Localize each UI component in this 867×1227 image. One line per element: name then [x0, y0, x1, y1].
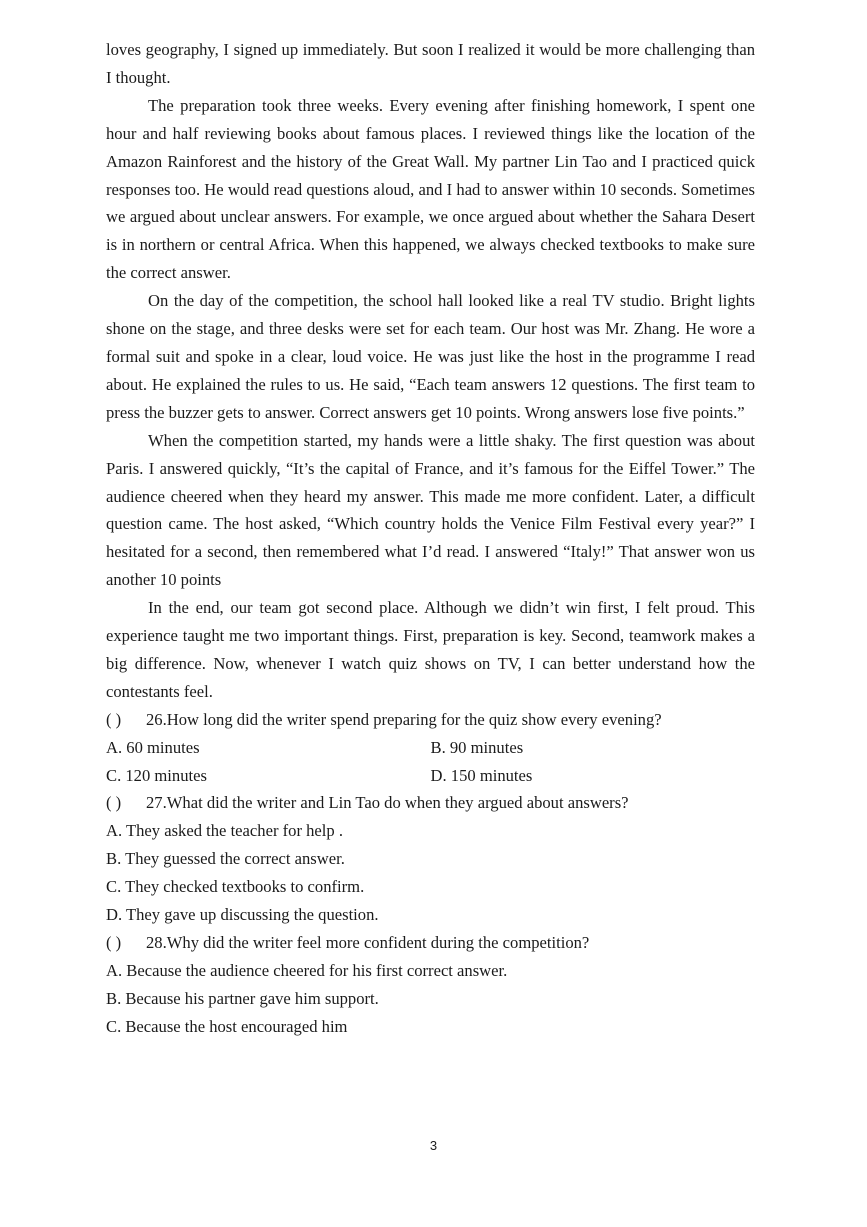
question-26-option-b: B. 90 minutes: [430, 737, 524, 757]
question-27-option-a: A. They asked the teacher for help .: [106, 821, 343, 841]
answer-blank[interactable]: ( ): [106, 709, 122, 729]
page-number: 3: [429, 1138, 438, 1153]
question-27-option-b: B. They guessed the correct answer.: [106, 849, 345, 869]
question-28-stem: 28.Why did the writer feel more confident during the competition?: [146, 933, 590, 952]
question-28-option-a: A. Because the audience cheered for his first correct answer.: [106, 960, 508, 980]
question-26-options-row-2: [106, 762, 755, 790]
question-26: [106, 706, 755, 734]
question-28: [106, 929, 755, 957]
passage-paragraph-3: When the competition started, my hands were a little shaky. The first question was about Paris. I answered quickly, “It’s the capital of France, and it’s famous for the Eiffel Tower.” The audience cheered when they heard my answer. This made me more confident. Later, a difficult question came. The host asked, “Which country holds the Venice Film Festival every year?” I hesitated for a second, then remembered what I’d read. I answered “Italy!” That answer won us another 10 points: [106, 430, 755, 590]
question-26-stem: 26.How long did the writer spend preparing for the quiz show every evening?: [146, 709, 662, 729]
passage-paragraph-4: In the end, our team got second place. Although we didn’t win first, I felt proud. This experience taught me two important things. First, preparation is key. Second, teamwork makes a big difference. Now, whenever I watch quiz shows on TV, I can better understand how the contestants feel.: [106, 598, 755, 701]
question-27-option-d: D. They gave up discussing the question.: [106, 905, 379, 925]
question-28-option-b: B. Because his partner gave him support.: [106, 988, 379, 1008]
passage-paragraph-1: The preparation took three weeks. Every evening after finishing homework, I spent one hour and half reviewing books about famous places. I reviewed things like the location of the Amazon Rainforest and the history of the Great Wall. My partner Lin Tao and I practiced quick responses too. He would read questions aloud, and I had to answer within 10 seconds. Sometimes we argued about unclear answers. For example, we once argued about whether the Sahara Desert is in northern or central Africa. When this happened, we always checked textbooks to make sure the correct answer.: [106, 95, 755, 283]
answer-blank[interactable]: ( ): [106, 933, 122, 952]
passage-paragraph-0: loves geography, I signed up immediately. But soon I realized it would be more challenging than I thought.: [106, 40, 755, 87]
question-26-option-d: D. 150 minutes: [430, 765, 533, 785]
exam-page: [106, 36, 755, 1041]
question-26-option-c: C. 120 minutes: [106, 765, 207, 785]
answer-blank[interactable]: ( ): [106, 793, 122, 813]
question-27: [106, 789, 755, 817]
question-28-option-c: C. Because the host encouraged him: [106, 1016, 348, 1036]
passage-paragraph-2: On the day of the competition, the school hall looked like a real TV studio. Bright lights shone on the stage, and three desks were set for each team. Our host was Mr. Zhang. He wore a formal suit and spoke in a clear, loud voice. He was just like the host in the programme I read about. He explained the rules to us. He said, “Each team answers 12 questions. The first team to press the buzzer gets to answer. Correct answers get 10 points. Wrong answers lose five points.”: [106, 291, 755, 422]
question-26-option-a: A. 60 minutes: [106, 737, 200, 757]
question-27-option-c: C. They checked textbooks to confirm.: [106, 877, 365, 897]
question-26-options-row-1: [106, 734, 755, 762]
question-27-stem: 27.What did the writer and Lin Tao do when they argued about answers?: [146, 793, 629, 813]
